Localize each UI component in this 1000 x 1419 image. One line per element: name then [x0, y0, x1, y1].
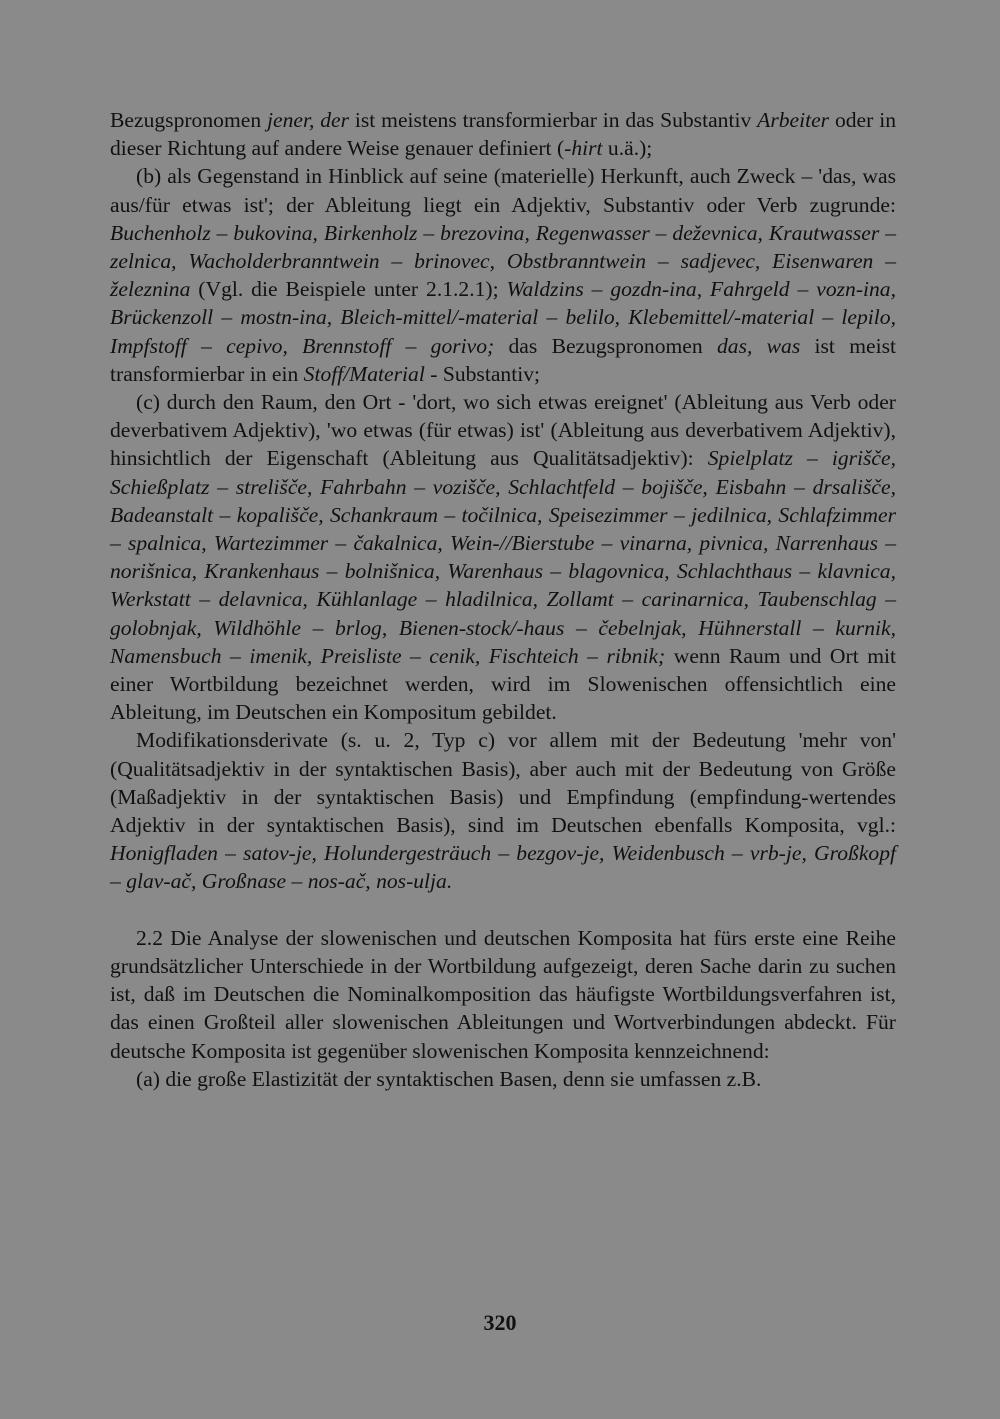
text-run: Bezugspronomen — [110, 108, 267, 132]
text-run: ist meist transformierbar in ein — [110, 333, 896, 386]
italic-run: Buchenholz – bukovina, Birkenholz – brezovina, Regenwasser – deževnica, Krautwasser – zelnica, Wacholderbranntwein – brinovec, Obstbranntwein – sadjevec, Eisenwaren – železnina — [110, 220, 896, 302]
paragraph-gap — [110, 896, 896, 924]
paragraph-modifikationsderivate — [110, 726, 896, 895]
italic-run: das, was — [716, 333, 801, 358]
text-run: das Bezugspronomen — [494, 333, 717, 358]
text-run: (b) als Gegenstand in Hinblick auf seine (materielle) Herkunft, auch Zweck – 'das, was aus/für etwas ist'; der Ableitung liegt ein Adjektiv, Substantiv oder Verb zugrunde: — [110, 164, 896, 217]
text-run: u.ä.); — [602, 136, 653, 161]
italic-run: Stoff/Material — [303, 361, 425, 386]
italic-run: Waldzins – gozdn-ina, Fahrgeld – vozn-ina, Brückenzoll – mostn-ina, Bleich-mittel/-material – belilo, Klebemittel/-material – lepilo, Impfstoff – cepivo, Brennstoff – gorivo; — [110, 277, 896, 358]
text-run: (c) durch den Raum, den Ort - 'dort, wo sich etwas ereignet' (Ableitung aus Verb oder deverbativem Adjektiv), 'wo etwas (für etwas) ist' (Ableitung aus deverbativem Adjektiv), hinsichtlich der Eigenschaft (Ableitung aus Qualitätsadjektiv): — [110, 390, 896, 471]
paragraph-2-2: 2.2 Die Analyse der slowenischen und deutschen Komposita hat fürs erste eine Reihe grundsätzlicher Unterschiede in der Wortbildung aufgezeigt, deren Sache darin zu suchen ist, daß im Deutschen die Nominalkomposition das häufigste Wortbildungsverfahren ist, das einen Großteil aller slowenischen Ableitungen und Wortverbindungen abdeckt. Für deutsche Komposita ist gegenüber slowenischen Komposita kennzeichnend: — [110, 925, 896, 1063]
italic-run: -hirt — [564, 136, 603, 161]
paragraph-b — [110, 162, 896, 388]
paragraph-continuation — [110, 106, 896, 162]
page-number: 320 — [483, 1310, 517, 1335]
text-run: - Substantiv; — [424, 361, 541, 386]
body-text — [110, 106, 896, 1093]
italic-run: jener, der — [267, 108, 350, 132]
text-run: oder in dieser Richtung auf andere Weise genauer definiert ( — [110, 108, 896, 161]
text-run: (Vgl. die Beispiele unter 2.1.2.1); — [190, 277, 507, 302]
text-run: Modifikationsderivate (s. u. 2, Typ c) vor allem mit der Bedeutung 'mehr von' (Qualitätsadjektiv in der syntaktischen Basis), aber auch mit der Bedeutung von Größe (Maßadjektiv in der syntaktischen Basis) und Empfindung (empfindung-wertendes Adjektiv in der syntaktischen Basis), sind im Deutschen ebenfalls Komposita, vgl.: — [110, 728, 896, 838]
italic-run: Honigfladen – satov-je, Holundergesträuch – bezgov-je, Weidenbusch – vrb-je, Großkopf – glav-ač, Großnase – nos-ač, nos-ulja. — [110, 841, 896, 894]
italic-run: Spielplatz – igrišče, Schießplatz – strelišče, Fahrbahn – vozišče, Schlachtfeld – bojišče, Eisbahn – drsališče, Badeanstalt – kopališče, Schankraum – točilnica, Speisezimmer – jedilnica, Schlafzimmer – spalnica, Wartezimmer – čakalnica, Wein-//Bierstube – vinarna, pivnica, Narrenhaus – norišnica, Krankenhaus – bolnišnica, Warenhaus – blagovnica, Schlachthaus – klavnica, Werkstatt – delavnica, Kühlanlage – hladilnica, Zollamt – carinarnica, Taubenschlag – golobnjak, Wildhöhle – brlog, Bienen-stock/-haus – čebelnjak, Hühnerstall – kurnik, Namensbuch – imenik, Preisliste – cenik, Fischteich – ribnik; — [110, 446, 896, 668]
italic-run: Arbeiter — [757, 108, 830, 132]
paragraph-c — [110, 388, 896, 726]
paragraph-a: (a) die große Elastizität der syntaktischen Basen, denn sie umfassen z.B. — [136, 1066, 762, 1091]
text-run: wenn Raum und Ort mit einer Wortbildung bezeichnet werden, wird im Slowenischen offensichtlich eine Ableitung, im Deutschen ein Kompositum gebildet. — [110, 643, 896, 725]
text-run: ist meistens transformierbar in das Substantiv — [349, 108, 758, 132]
